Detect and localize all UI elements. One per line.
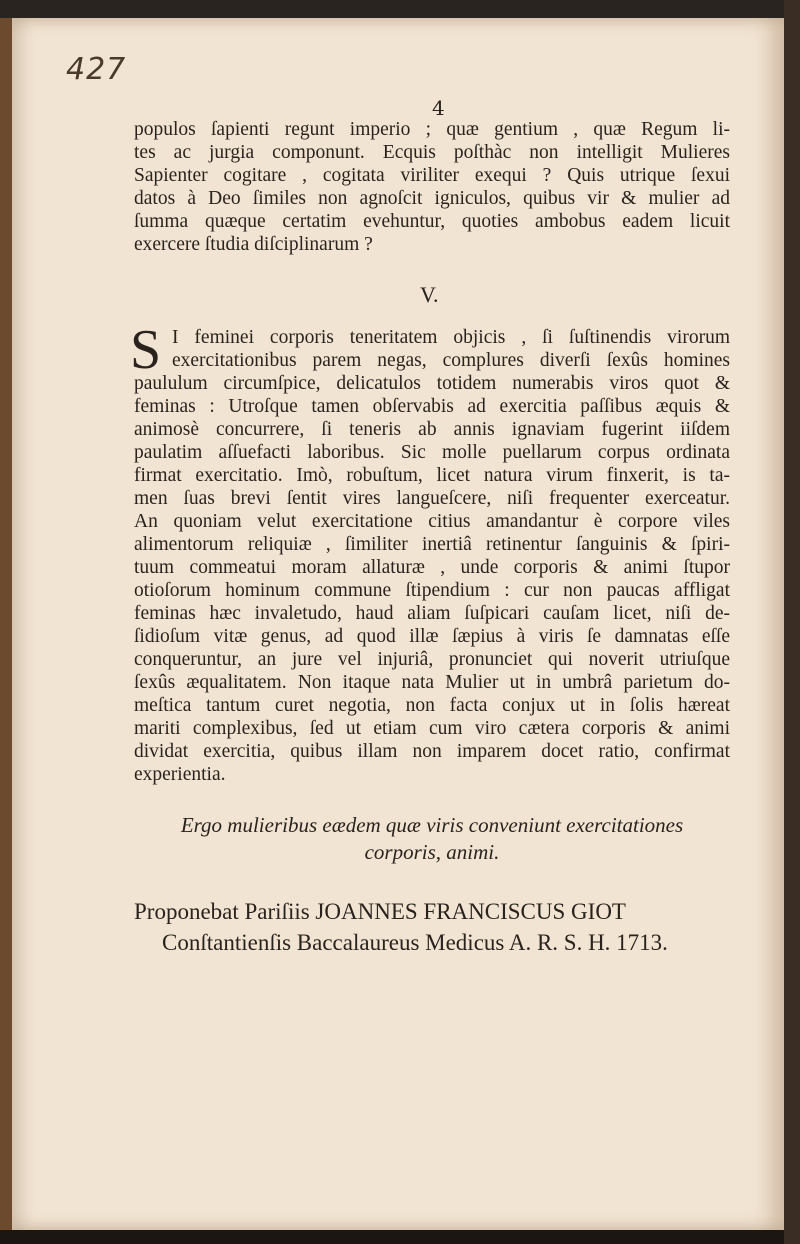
text-line: firmat exercitatio. Imò, robuſtum, licet natura virum finxerit, is ta- xyxy=(134,465,730,486)
top-page-edge xyxy=(0,0,800,18)
drop-cap: S xyxy=(130,319,162,381)
left-book-binding xyxy=(0,18,12,1230)
text-line: exercere ſtudia diſciplinarum ? xyxy=(134,234,373,255)
text-line: dividat exercitia, quibus illam non imparem docet ratio, confirmat xyxy=(134,741,730,762)
text-line: mariti complexibus, ſed ut etiam cum viro cætera corporis & animi xyxy=(134,718,730,739)
text-line: I feminei corporis teneritatem objicis , ſi ſuſtinendis virorum xyxy=(172,327,730,348)
text-line: An quoniam velut exercitatione citius amandantur è corpore viles xyxy=(134,511,730,532)
text-line: ſidioſum vitæ genus, ad quod illæ ſæpius à viris ſe damnatas eſſe xyxy=(134,626,730,647)
text-line: otioſorum hominum commune ſtipendium : cur non paucas affligat xyxy=(134,580,730,601)
handwritten-folio-number: 427 xyxy=(66,52,127,87)
paragraph-1 xyxy=(134,118,730,256)
text-line: Sapienter cogitare , cogitata viriliter exequi ? Quis utrique ſexui xyxy=(134,165,730,186)
conclusion-line: corporis, animi. xyxy=(364,840,500,864)
text-line: animosè concurrere, ſi teneris ab annis ignaviam fugerint iiſdem xyxy=(134,419,730,440)
proponebat-line: Proponebat Pariſiis JOANNES FRANCISCUS GIOT xyxy=(134,899,626,924)
text-line: feminas : Utroſque tamen obſervabis ad exercitia paſſibus æquis & xyxy=(134,396,730,417)
text-line: alimentorum reliquiæ , ſimiliter inertiâ retinentur ſanguinis & ſpiri- xyxy=(134,534,730,555)
text-line: paululum circumſpice, delicatulos totidem numerabis viros quot & xyxy=(134,373,730,394)
paragraph-2 xyxy=(134,326,730,786)
text-line: populos ſapienti regunt imperio ; quæ gentium , quæ Regum li- xyxy=(134,119,730,140)
text-line: ſumma quæque certatim evehuntur, quoties ambobus eadem licuit xyxy=(134,211,730,232)
conclusion-line: Ergo mulieribus eædem quæ viris conveniunt exercitationes xyxy=(180,813,684,837)
text-line: meſtica tantum curet negotia, non facta conjux ut in ſolis hæreat xyxy=(134,695,730,716)
text-line: experientia. xyxy=(134,764,226,785)
text-line: conqueruntur, an jure vel injuriâ, pronunciet qui noverit utriuſque xyxy=(134,649,730,670)
section-heading: V. xyxy=(420,282,439,307)
right-page-edge xyxy=(784,0,800,1244)
proponebat-line: Conſtantienſis Baccalaureus Medicus A. R. S. H. 1713. xyxy=(162,930,668,955)
proponebat-block xyxy=(134,896,730,958)
text-line: ſexûs æqualitatem. Non itaque nata Mulier ut in umbrâ parietum do- xyxy=(134,672,730,693)
text-line: tes ac jurgia componunt. Ecquis poſthàc non intelligit Mulieres xyxy=(134,142,730,163)
text-line: paulatim aſſuefacti laboribus. Sic molle puellarum corpus ordinata xyxy=(134,442,730,463)
conclusion-thesis xyxy=(134,812,730,866)
page-number: 4 xyxy=(432,96,445,120)
text-line: tuum commeatui moram allaturæ , unde corporis & animi ſtupor xyxy=(134,557,730,578)
text-line: feminas hæc invaletudo, haud aliam ſuſpicari cauſam licet, niſi de- xyxy=(134,603,730,624)
text-line: datos à Deo ſimiles non agnoſcit igniculos, quibus vir & mulier ad xyxy=(134,188,730,209)
text-line: men ſuas brevi ſentit vires langueſcere, niſi frequenter exerceatur. xyxy=(134,488,730,509)
text-line: exercitationibus parem negas, complures diverſi ſexûs homines xyxy=(172,350,730,371)
